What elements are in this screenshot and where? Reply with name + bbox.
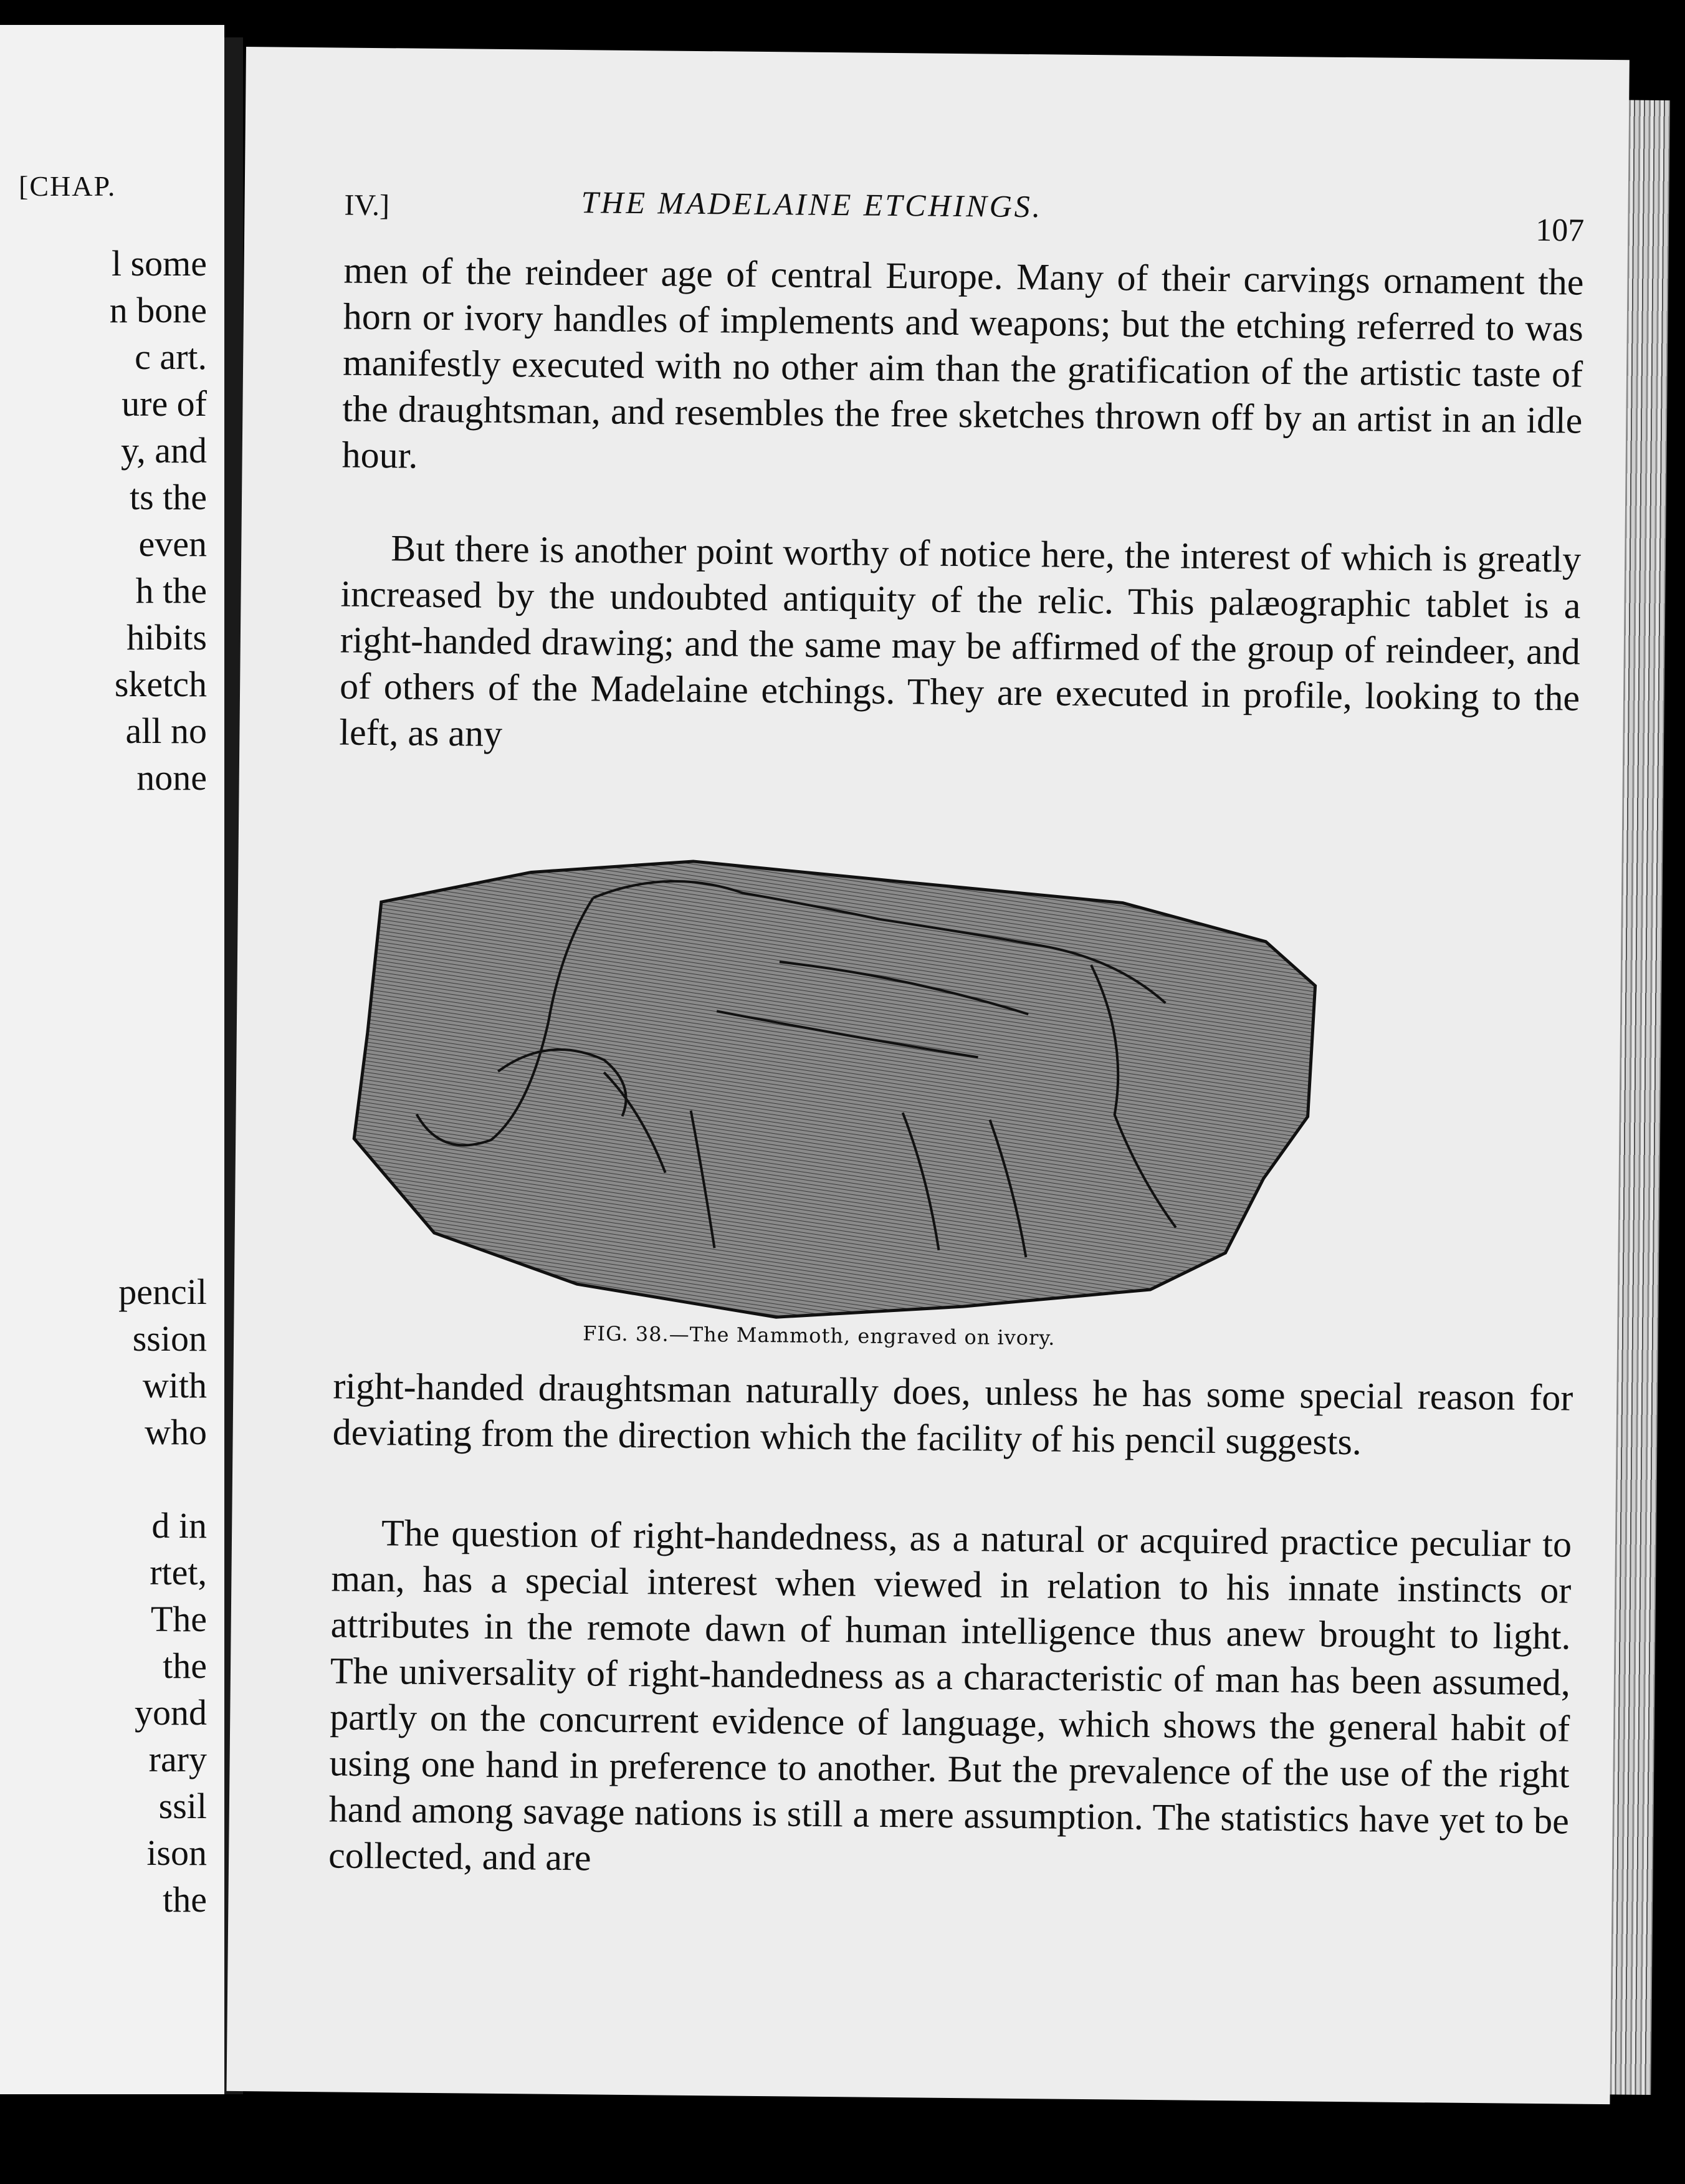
left-text-fragment: ure of bbox=[122, 383, 207, 424]
page-number: 107 bbox=[1535, 212, 1585, 249]
left-text-fragment: The bbox=[150, 1599, 207, 1639]
left-text-fragment: the bbox=[163, 1879, 207, 1920]
paragraph-2: But there is another point worthy of notice here, the interest of which is greatly increased by the undoubted antiquity of the relic. This palæographic tablet is a right-handed drawing; and the same may be affirmed of the group of reindeer, and of others of the Madelaine etchings. They are executed in profile, looking to the left, as any bbox=[339, 527, 1582, 754]
left-text-fragment: who bbox=[145, 1412, 207, 1452]
left-text-fragment: ssil bbox=[158, 1786, 207, 1826]
left-text-fragment: pencil bbox=[118, 1272, 207, 1312]
left-text-fragment: the bbox=[163, 1645, 207, 1686]
left-text-fragment: ison bbox=[146, 1832, 207, 1873]
left-text-fragment: all no bbox=[125, 711, 207, 751]
left-chapter-label: [CHAP. bbox=[19, 170, 117, 202]
left-text-fragment: rary bbox=[148, 1739, 207, 1779]
paragraph-4: The question of right-handedness, as a natural or acquired practice peculiar to man, has a special interest when viewed in relation to his innate instincts or attributes in the remote dawn of human intelligence thus anew brought to light. The universality of right-handedness as a characteristic of man has been assumed, partly on the concurrent evidence of language, which shows the general habit of using one hand in preference to another. But the prevalence of the use of the right hand among savage nations is still a mere assumption. The statistics have yet to be collected, and are bbox=[328, 1512, 1572, 1879]
left-text-fragment: c art. bbox=[135, 337, 207, 377]
mammoth-engraving-figure bbox=[340, 846, 1335, 1354]
left-text-fragment: hibits bbox=[126, 617, 207, 658]
left-text-fragment: h the bbox=[135, 570, 207, 611]
left-text-fragment: with bbox=[142, 1365, 207, 1406]
left-text-fragment: ssion bbox=[132, 1318, 207, 1359]
left-text-fragment: l some bbox=[111, 243, 207, 284]
left-text-fragment: even bbox=[138, 524, 207, 564]
left-text-fragment: n bone bbox=[109, 290, 207, 330]
ivory-tablet-shape bbox=[353, 858, 1317, 1323]
left-text-fragment: y, and bbox=[121, 430, 207, 471]
paragraph-1: men of the reindeer age of central Europe. Many of their carvings ornament the horn or ivory handles of implements and weapons; but the etching referred to was manifestly executed with no other aim than the gratification of the artistic taste of the draughtsman, and resembles the free sketches thrown off by an artist in an idle hour. bbox=[341, 249, 1584, 476]
section-number: IV.] bbox=[344, 188, 390, 223]
running-header bbox=[344, 176, 1585, 249]
left-text-fragment: d in bbox=[151, 1505, 207, 1546]
left-page bbox=[0, 25, 224, 2094]
paragraph-3: right-handed draughtsman naturally does, unless he has some special reason for deviating from the direction which the facility of his pencil suggests. bbox=[332, 1365, 1573, 1463]
left-text-fragment: yond bbox=[135, 1692, 207, 1733]
right-page bbox=[227, 47, 1630, 2104]
figure-caption: FIG. 38.—The Mammoth, engraved on ivory. bbox=[583, 1321, 1056, 1350]
left-text-fragment: ts the bbox=[129, 477, 207, 517]
left-text-fragment: sketch bbox=[114, 664, 207, 704]
left-text-fragment: rtet, bbox=[150, 1552, 207, 1593]
left-text-fragment: none bbox=[136, 757, 207, 798]
running-title: THE MADELAINE ETCHINGS. bbox=[581, 184, 1043, 224]
